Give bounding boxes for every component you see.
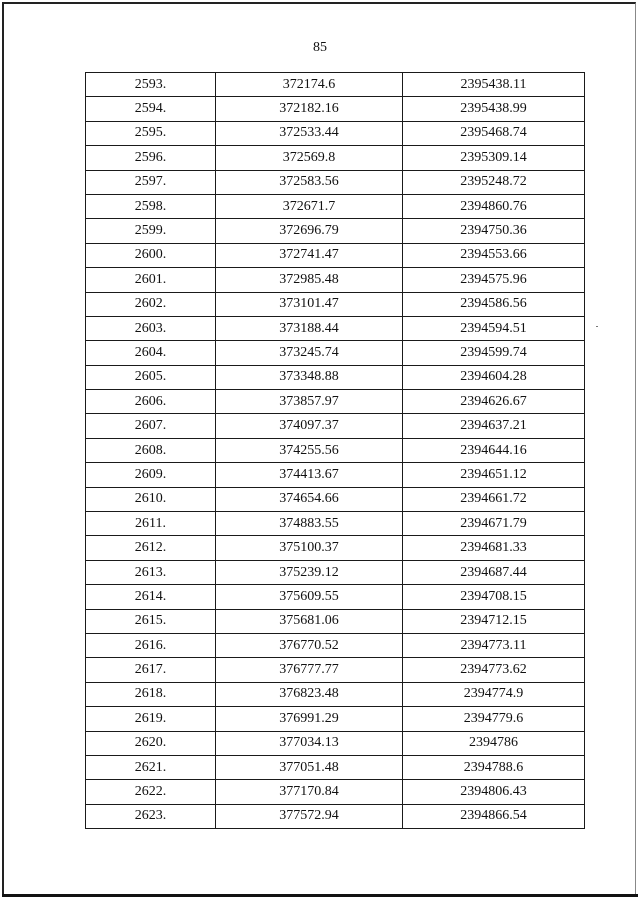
- table-row: [86, 414, 585, 438]
- y-coordinate-cell: 2394786: [403, 731, 585, 755]
- y-coordinate-cell: 2394788.6: [403, 755, 585, 779]
- y-coordinate-cell: 2394687.44: [403, 560, 585, 584]
- point-number-cell: 2620.: [86, 731, 216, 755]
- y-coordinate-cell: 2395468.74: [403, 121, 585, 145]
- y-coordinate-cell: 2394681.33: [403, 536, 585, 560]
- table-row: [86, 536, 585, 560]
- point-number-cell: 2597.: [86, 170, 216, 194]
- x-coordinate-cell: 372671.7: [216, 194, 403, 218]
- table-row: [86, 487, 585, 511]
- y-coordinate-cell: 2394866.54: [403, 804, 585, 828]
- x-coordinate-cell: 374255.56: [216, 438, 403, 462]
- y-coordinate-cell: 2395438.11: [403, 73, 585, 97]
- table-row: [86, 73, 585, 97]
- point-number-cell: 2607.: [86, 414, 216, 438]
- table-row: [86, 463, 585, 487]
- x-coordinate-cell: 372985.48: [216, 268, 403, 292]
- x-coordinate-cell: 373245.74: [216, 341, 403, 365]
- x-coordinate-cell: 376823.48: [216, 682, 403, 706]
- x-coordinate-cell: 377170.84: [216, 780, 403, 804]
- table-row: [86, 121, 585, 145]
- x-coordinate-cell: 372174.6: [216, 73, 403, 97]
- y-coordinate-cell: 2394806.43: [403, 780, 585, 804]
- point-number-cell: 2595.: [86, 121, 216, 145]
- point-number-cell: 2615.: [86, 609, 216, 633]
- y-coordinate-cell: 2394671.79: [403, 512, 585, 536]
- x-coordinate-cell: 375681.06: [216, 609, 403, 633]
- point-number-cell: 2622.: [86, 780, 216, 804]
- y-coordinate-cell: 2394604.28: [403, 365, 585, 389]
- table-row: [86, 707, 585, 731]
- table-row: [86, 268, 585, 292]
- x-coordinate-cell: 376991.29: [216, 707, 403, 731]
- coordinates-table: [85, 72, 585, 829]
- x-coordinate-cell: 375100.37: [216, 536, 403, 560]
- table-row: [86, 512, 585, 536]
- table-row: [86, 390, 585, 414]
- point-number-cell: 2602.: [86, 292, 216, 316]
- table-row: [86, 609, 585, 633]
- table-row: [86, 316, 585, 340]
- table-row: [86, 804, 585, 828]
- point-number-cell: 2621.: [86, 755, 216, 779]
- table-row: [86, 365, 585, 389]
- table-row: [86, 292, 585, 316]
- point-number-cell: 2598.: [86, 194, 216, 218]
- table-row: [86, 731, 585, 755]
- y-coordinate-cell: 2394553.66: [403, 243, 585, 267]
- x-coordinate-cell: 372741.47: [216, 243, 403, 267]
- table-row: [86, 585, 585, 609]
- y-coordinate-cell: 2394712.15: [403, 609, 585, 633]
- scan-speck: [596, 326, 598, 327]
- point-number-cell: 2593.: [86, 73, 216, 97]
- point-number-cell: 2600.: [86, 243, 216, 267]
- y-coordinate-cell: 2394644.16: [403, 438, 585, 462]
- x-coordinate-cell: 373857.97: [216, 390, 403, 414]
- table-row: [86, 341, 585, 365]
- point-number-cell: 2606.: [86, 390, 216, 414]
- table-row: [86, 682, 585, 706]
- bottom-rule: [2, 894, 638, 897]
- y-coordinate-cell: 2395438.99: [403, 97, 585, 121]
- y-coordinate-cell: 2394651.12: [403, 463, 585, 487]
- table-row: [86, 658, 585, 682]
- table-row: [86, 755, 585, 779]
- x-coordinate-cell: 374883.55: [216, 512, 403, 536]
- point-number-cell: 2605.: [86, 365, 216, 389]
- y-coordinate-cell: 2394750.36: [403, 219, 585, 243]
- x-coordinate-cell: 377051.48: [216, 755, 403, 779]
- point-number-cell: 2619.: [86, 707, 216, 731]
- y-coordinate-cell: 2394774.9: [403, 682, 585, 706]
- y-coordinate-cell: 2394626.67: [403, 390, 585, 414]
- point-number-cell: 2608.: [86, 438, 216, 462]
- point-number-cell: 2623.: [86, 804, 216, 828]
- table-row: [86, 219, 585, 243]
- y-coordinate-cell: 2394599.74: [403, 341, 585, 365]
- page-number: 85: [313, 40, 327, 55]
- x-coordinate-cell: 375239.12: [216, 560, 403, 584]
- x-coordinate-cell: 373348.88: [216, 365, 403, 389]
- y-coordinate-cell: 2394860.76: [403, 194, 585, 218]
- point-number-cell: 2599.: [86, 219, 216, 243]
- point-number-cell: 2609.: [86, 463, 216, 487]
- x-coordinate-cell: 374097.37: [216, 414, 403, 438]
- y-coordinate-cell: 2395309.14: [403, 146, 585, 170]
- x-coordinate-cell: 372182.16: [216, 97, 403, 121]
- table-row: [86, 170, 585, 194]
- x-coordinate-cell: 377034.13: [216, 731, 403, 755]
- x-coordinate-cell: 377572.94: [216, 804, 403, 828]
- point-number-cell: 2610.: [86, 487, 216, 511]
- point-number-cell: 2618.: [86, 682, 216, 706]
- table-row: [86, 780, 585, 804]
- y-coordinate-cell: 2395248.72: [403, 170, 585, 194]
- point-number-cell: 2616.: [86, 633, 216, 657]
- coordinates-table-body: [86, 73, 585, 829]
- x-coordinate-cell: 376777.77: [216, 658, 403, 682]
- table-row: [86, 146, 585, 170]
- x-coordinate-cell: 376770.52: [216, 633, 403, 657]
- x-coordinate-cell: 375609.55: [216, 585, 403, 609]
- point-number-cell: 2614.: [86, 585, 216, 609]
- table-row: [86, 194, 585, 218]
- x-coordinate-cell: 374413.67: [216, 463, 403, 487]
- point-number-cell: 2603.: [86, 316, 216, 340]
- y-coordinate-cell: 2394575.96: [403, 268, 585, 292]
- point-number-cell: 2601.: [86, 268, 216, 292]
- point-number-cell: 2613.: [86, 560, 216, 584]
- y-coordinate-cell: 2394586.56: [403, 292, 585, 316]
- x-coordinate-cell: 372583.56: [216, 170, 403, 194]
- x-coordinate-cell: 373188.44: [216, 316, 403, 340]
- table-row: [86, 243, 585, 267]
- table-row: [86, 97, 585, 121]
- point-number-cell: 2617.: [86, 658, 216, 682]
- table-row: [86, 633, 585, 657]
- point-number-cell: 2596.: [86, 146, 216, 170]
- y-coordinate-cell: 2394779.6: [403, 707, 585, 731]
- point-number-cell: 2611.: [86, 512, 216, 536]
- y-coordinate-cell: 2394637.21: [403, 414, 585, 438]
- point-number-cell: 2612.: [86, 536, 216, 560]
- table-row: [86, 438, 585, 462]
- point-number-cell: 2594.: [86, 97, 216, 121]
- x-coordinate-cell: 372533.44: [216, 121, 403, 145]
- x-coordinate-cell: 373101.47: [216, 292, 403, 316]
- y-coordinate-cell: 2394773.62: [403, 658, 585, 682]
- y-coordinate-cell: 2394661.72: [403, 487, 585, 511]
- y-coordinate-cell: 2394773.11: [403, 633, 585, 657]
- table-row: [86, 560, 585, 584]
- x-coordinate-cell: 374654.66: [216, 487, 403, 511]
- y-coordinate-cell: 2394708.15: [403, 585, 585, 609]
- y-coordinate-cell: 2394594.51: [403, 316, 585, 340]
- point-number-cell: 2604.: [86, 341, 216, 365]
- x-coordinate-cell: 372696.79: [216, 219, 403, 243]
- x-coordinate-cell: 372569.8: [216, 146, 403, 170]
